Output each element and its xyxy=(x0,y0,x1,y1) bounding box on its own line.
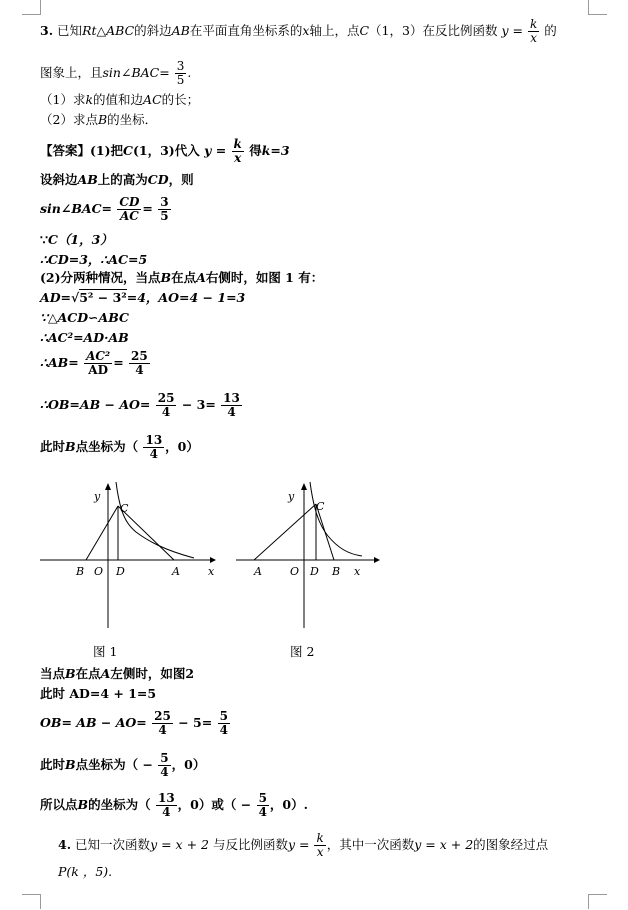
fig1-label-x: x xyxy=(208,565,215,578)
fig2-label-y: y xyxy=(288,490,295,503)
fraction-25-over-4: $\frac{25}{4}$ xyxy=(131,349,148,377)
fraction-13-over-4: $\frac{13}{4}$ xyxy=(223,391,240,419)
fig1-hyperbola xyxy=(116,482,194,558)
answer-line2: 设斜边AB上的高为CD，则 xyxy=(40,172,194,187)
fraction-k-over-x-q4: $\frac{k}{x}$ xyxy=(316,831,324,859)
crop-mark-top-right xyxy=(588,0,607,15)
fig2-label-o: O xyxy=(290,565,300,578)
fraction-3-over-5-answer: $\frac{3}{5}$ xyxy=(160,195,169,223)
fig1-label-a: A xyxy=(172,565,180,578)
answer-ob2-line: OB= AB − AO= $\frac{25}{4}$ − 5= $\frac{5}{4}$ xyxy=(40,709,228,737)
fraction-13-over-4-final: $\frac{13}{4}$ xyxy=(157,791,175,819)
crop-mark-bottom-right xyxy=(588,894,607,909)
fig1-label-d: D xyxy=(116,565,125,578)
q3-line1: 3. 已知Rt△ABC的斜边AB在平面直角坐标系的x轴上，点C（1，3）在反比例函数 y = $\frac{k}{x}$ 的 xyxy=(40,17,557,45)
fraction-k-over-x: $\frac{k}{x}$ xyxy=(529,17,538,45)
fraction-25-over-4-ob2: $\frac{25}{4}$ xyxy=(154,709,171,737)
answer-ac2-line: ∴AC²=AD·AB xyxy=(40,330,129,345)
fraction-ac2-over-ad: $\frac{\text{AC²}}{AD}$ xyxy=(86,349,111,377)
fraction-13-over-4-coord: $\frac{13}{4}$ xyxy=(145,433,163,461)
fraction-3-over-5: $\frac{3}{5}$ xyxy=(176,59,185,87)
q3-part1: （1）求k的值和边AC的长； xyxy=(40,92,200,107)
answer-ad-line: AD=√5² − 3²=4，AO=4 − 1=3 xyxy=(40,290,246,305)
crop-mark-top-left xyxy=(22,0,41,15)
q4-line2: P(k ，5). xyxy=(58,864,113,879)
fig2-y-arrow xyxy=(301,483,307,490)
fig1-label-o: O xyxy=(94,565,104,578)
answer-sin-line: sin∠BAC= $\frac{CD}{AC}$ = $\frac{3}{5}$ xyxy=(40,195,169,223)
answer-coord2: 此时B点坐标为（ − $\frac{5}{4}$ ，0） xyxy=(40,751,206,779)
fig2-caption: 图 2 xyxy=(290,644,315,659)
answer-line-c: ∵C（1，3） xyxy=(40,232,113,247)
fraction-5-over-4-coord: $\frac{5}{4}$ xyxy=(160,751,169,779)
fig2-label-a: A xyxy=(254,565,262,578)
fig1-side-bc xyxy=(86,506,118,560)
q3-line2: 图象上，且sin∠BAC= $\frac{3}{5}$ . xyxy=(40,59,192,87)
answer-similar-line: ∵△ACD∽ABC xyxy=(40,310,129,325)
answer-case2: 当点B在点A左侧时，如图2 xyxy=(40,666,195,681)
answer-ob-line: ∴OB=AB − AO= $\frac{25}{4}$ − 3= $\frac{13}{4}$ xyxy=(40,391,240,419)
answer-ab-line: ∴AB= $\frac{\text{AC²}}{AD}$ = $\frac{25}{4}$ xyxy=(40,349,148,377)
fig1-label-y: y xyxy=(94,490,101,503)
fig2-label-x: x xyxy=(354,565,361,578)
fig2-label-b: B xyxy=(332,565,341,578)
fig2-hyperbola xyxy=(310,482,362,556)
figure-2 xyxy=(236,478,386,638)
fig2-x-arrow xyxy=(374,557,380,563)
answer-final: 所以点B的坐标为（ $\frac{13}{4}$ ，0）或（ − $\frac{5}{4}$ ，0）. xyxy=(40,791,308,819)
figure-1 xyxy=(36,478,226,638)
answer-coord1: 此时B点坐标为（ $\frac{13}{4}$ ，0） xyxy=(40,433,199,461)
fig1-label-c: C xyxy=(120,502,129,515)
q3-part2: （2）求点B的坐标． xyxy=(40,112,158,127)
fig2-label-d: D xyxy=(310,565,319,578)
fraction-cd-over-ac: $\frac{CD}{AC}$ xyxy=(119,195,140,223)
crop-mark-bottom-left xyxy=(22,894,41,909)
answer-line1: 【答案】(1)把C(1，3)代入 y = $\frac{k}{x}$ 得k=3 xyxy=(40,137,290,165)
answer-line-cd: ∴CD=3，∴AC=5 xyxy=(40,252,148,267)
fig1-x-arrow xyxy=(210,557,216,563)
fraction-5-over-4: $\frac{5}{4}$ xyxy=(219,709,228,737)
fig2-label-c: C xyxy=(316,500,325,513)
fig2-side-ac xyxy=(254,504,316,560)
fig1-caption: 图 1 xyxy=(93,644,118,659)
q4-line1: 4. 已知一次函数y = x + 2 与反比例函数y = $\frac{k}{x}$ ，其中一次函数y = x + 2的图象经过点 xyxy=(58,831,549,859)
radical-sign: √ xyxy=(71,290,80,305)
fraction-k-over-x: $\frac{k}{x}$ xyxy=(233,137,242,165)
answer-part2: (2)分两种情况，当点B在点A右侧时，如图 1 有： xyxy=(40,270,324,285)
answer-ad2: 此时 AD=4 + 1=5 xyxy=(40,686,157,701)
fig1-label-b: B xyxy=(76,565,85,578)
fraction-25-over-4-ob: $\frac{25}{4}$ xyxy=(157,391,175,419)
fig1-y-arrow xyxy=(105,483,111,490)
fraction-5-over-4-final: $\frac{5}{4}$ xyxy=(258,791,267,819)
